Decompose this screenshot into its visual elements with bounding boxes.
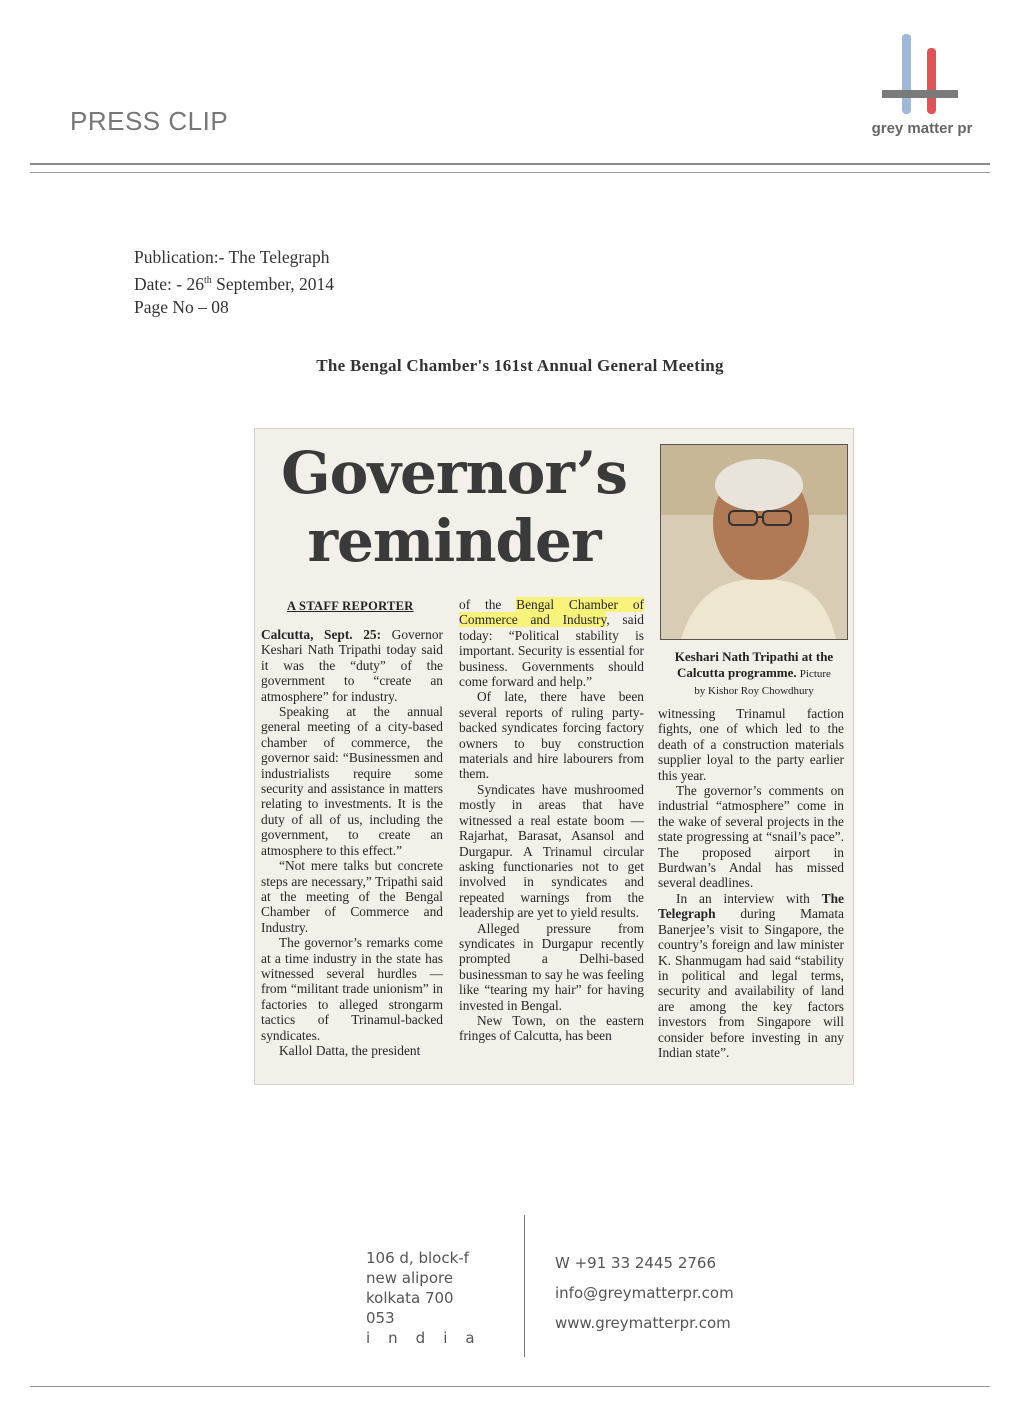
article-column-1: Calcutta, Sept. 25: Governor Keshari Nath Tripathi today said it was the “duty” of the government to “create an atmosphere” for industry. Speaking at the annual general meeting of a city-based chamber of commerce, the governor said: “Businessmen and industrialists require some security and assistance in matters relating to investments. It is the duty of all of us, including the government, to create an atmosphere to this effect.” “Not mere talks but concrete steps are necessary,” Tripathi said at the meeting of the Bengal Chamber of Commerce and Industry. The governor’s remarks come at a time industry in the state has witnessed several hurdles — from “militant trade unionism” in factories to alleged strongarm tactics of Trinamul-backed syndicates. Kallol Datta, the president [261, 627, 443, 1058]
publication-line: Publication:- The Telegraph [134, 247, 330, 267]
article-column-2: of the Bengal Chamber of Commerce and Industry, said today: “Political stability is important. Security is essential for business. Governments should come forward and help.” Of late, there have been several reports of ruling party-backed syndicates forcing factory owners to buy construction materials and hire labourers from them. Syndicates have mushroomed mostly in areas that have witnessed a real estate boom — Rajarhat, Barasat, Asansol and Durgapur. A Trinamul circular asking functionaries not to get involved in syndicates and repeated warnings from the leadership are yet to yield results. Alleged pressure from syndicates in Durgapur recently prompted a Delhi-based businessman to say he was feeling like “tearing my hair” for having invested in Bengal. New Town, on the eastern fringes of Calcutta, has been [459, 597, 645, 1044]
footer-address: 106 d, block-f new alipore kolkata 700 053 india [366, 1249, 493, 1347]
footer-divider [524, 1215, 525, 1357]
grey-matter-logo [862, 30, 982, 142]
article-headline: Governor’s reminder [281, 439, 627, 575]
footer-phone: W +91 33 2445 2766 [555, 1254, 716, 1272]
newspaper-clipping [254, 428, 854, 1085]
header-divider [30, 163, 990, 165]
page-line: Page No – 08 [134, 296, 229, 317]
footer-rule [30, 1386, 990, 1387]
logo-text: grey matter pr [871, 120, 973, 137]
article-column-3: witnessing Trinamul faction fights, one of which led to the death of a construction materials supplier loyal to the party earlier this year. The governor’s comments on industrial “atmosphere” come in the wake of several projects in the state progressing at “snail’s pace”. The proposed airport in Burdwan’s Andal has missed several deadlines. In an interview with The Telegraph during Mamata Banerjee’s visit to Singapore, the country’s foreign and law minister K. Shanmugam had said “stability in political and legal terms, security and availability of land are among the key factors investors from Singapore will consider before investing in any Indian state”. [658, 706, 844, 1060]
governor-photo [660, 444, 848, 640]
publication-meta [134, 246, 334, 319]
footer-email[interactable]: info@greymatterpr.com [555, 1284, 734, 1302]
portrait-image-icon [661, 445, 847, 639]
highlighted-text: Bengal Chamber of Commerce and Industry [459, 597, 644, 628]
header-divider-thin [30, 172, 990, 173]
logo-mark-icon [880, 32, 960, 118]
footer-website[interactable]: www.greymatterpr.com [555, 1314, 731, 1332]
press-clip-label: PRESS CLIP [70, 106, 229, 136]
photo-caption: Keshari Nath Tripathi at the Calcutta programme. Picture by Kishor Roy Chowdhury [674, 649, 834, 697]
date-line: Date: - 26th September, 2014 [134, 273, 335, 294]
footer-contact [555, 1248, 734, 1338]
event-title: The Bengal Chamber's 161st Annual General Meeting [316, 356, 724, 375]
byline: A STAFF REPORTER [287, 599, 414, 613]
